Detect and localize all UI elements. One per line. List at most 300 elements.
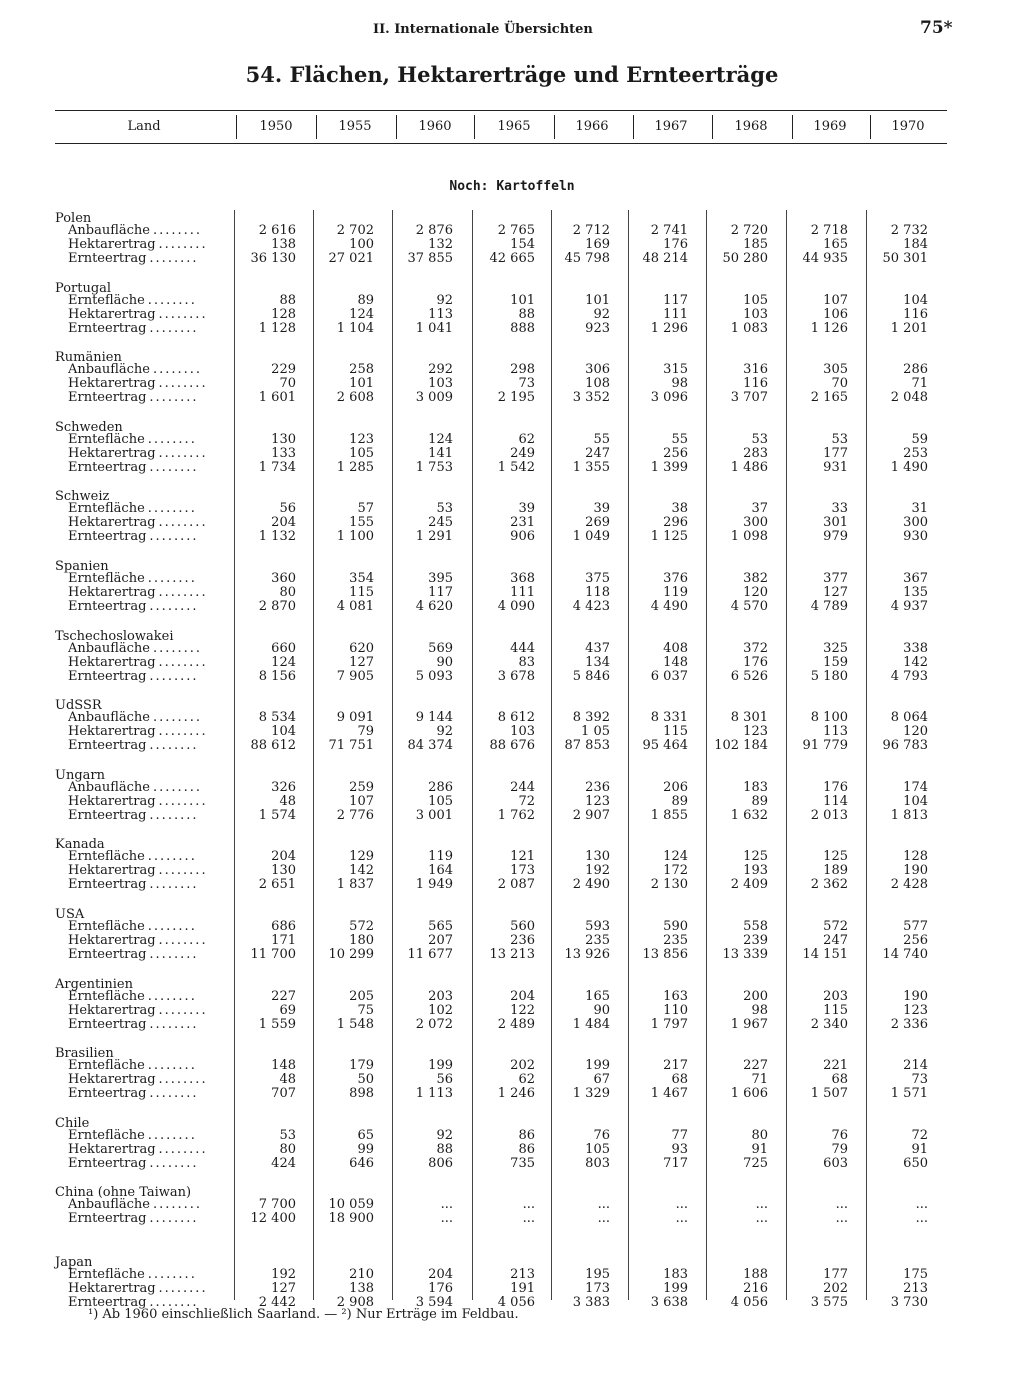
measure-label-text: Hektarertrag <box>68 1282 156 1296</box>
table-cell: 118 <box>585 585 610 600</box>
table-cell: 3 352 <box>572 390 610 406</box>
table-cell: 367 <box>903 571 928 586</box>
measure-label-text: Anbaufläche <box>68 780 150 795</box>
leader-dots: ........ <box>147 1128 197 1143</box>
table-cell: 72 <box>518 793 535 809</box>
table-cell: 376 <box>663 571 688 586</box>
table-cell: 2 870 <box>258 599 296 614</box>
measure-label <box>68 252 216 266</box>
leader-dots: ........ <box>158 307 208 322</box>
table-cell: 2 362 <box>810 877 848 893</box>
country-name: Kanada <box>55 837 105 853</box>
table-row <box>0 391 1024 405</box>
table-cell: 735 <box>510 1155 535 1171</box>
table-cell: 424 <box>271 1155 296 1171</box>
measure-label-text: Ernteertrag <box>68 600 147 614</box>
table-cell: 1 100 <box>336 529 374 545</box>
measure-label <box>68 516 216 530</box>
leader-dots: ........ <box>147 1059 197 1074</box>
table-cell: 202 <box>510 1058 535 1074</box>
measure-label <box>68 809 216 823</box>
table-cell: 125 <box>743 849 768 865</box>
leader-dots: ........ <box>158 1073 208 1088</box>
table-row <box>0 1073 1024 1087</box>
table-row <box>0 781 1024 795</box>
table-cell: 206 <box>663 779 688 795</box>
measure-label-text: Hektarertrag <box>68 516 156 531</box>
table-cell: 50 <box>357 1072 374 1088</box>
measure-label <box>68 934 216 948</box>
table-cell: 37 855 <box>407 251 453 266</box>
table-cell: ... <box>835 1197 848 1213</box>
table-cell: 2 908 <box>336 1295 374 1310</box>
table-cell: 6 037 <box>650 668 688 684</box>
table-cell: ... <box>835 1211 848 1227</box>
page-number: 75* <box>920 18 953 38</box>
table-cell: 305 <box>823 362 848 378</box>
table-row <box>0 1018 1024 1032</box>
leader-dots: ........ <box>152 641 203 656</box>
table-cell: 1 113 <box>415 1086 453 1102</box>
table-cell: ... <box>915 1197 928 1213</box>
table-cell: 124 <box>428 431 453 447</box>
table-cell: 176 <box>743 654 768 670</box>
table-cell: 354 <box>349 571 374 586</box>
table-cell: 4 937 <box>890 599 928 614</box>
column-header-year: 1965 <box>497 119 531 134</box>
table-cell: 68 <box>671 1072 688 1088</box>
country-name: Chile <box>55 1115 90 1131</box>
table-cell: 382 <box>743 571 768 586</box>
table-cell: 123 <box>585 793 610 809</box>
table-cell: 96 783 <box>882 738 928 754</box>
table-cell: 65 <box>357 1127 374 1143</box>
table-cell: 180 <box>349 933 374 948</box>
section-title: II. Internationale Übersichten <box>373 22 593 37</box>
table-cell: 227 <box>271 988 296 1004</box>
leader-dots: ........ <box>158 446 208 461</box>
table-cell: 133 <box>271 445 296 461</box>
table-cell: 4 056 <box>730 1295 768 1310</box>
table-cell: ... <box>675 1211 688 1227</box>
measure-label-text: Hektarertrag <box>68 725 156 740</box>
table-cell: 306 <box>585 362 610 378</box>
column-separator <box>554 115 555 139</box>
table-row <box>0 1143 1024 1157</box>
measure-label <box>68 1282 216 1296</box>
table-cell: ... <box>440 1197 453 1213</box>
column-header-year: 1970 <box>891 119 925 134</box>
table-cell: 53 <box>279 1127 296 1143</box>
measure-label <box>68 948 216 962</box>
country-block <box>0 1186 1024 1248</box>
table-row <box>0 642 1024 656</box>
measure-label <box>68 725 216 739</box>
table-cell: 408 <box>663 640 688 656</box>
table-cell: 2 490 <box>572 877 610 893</box>
table-cell: 142 <box>903 654 928 670</box>
table-cell: 70 <box>831 376 848 392</box>
table-cell: 67 <box>593 1072 610 1088</box>
table-cell: 245 <box>428 515 453 531</box>
leader-dots: ........ <box>149 808 199 823</box>
leader-dots: ........ <box>158 238 208 252</box>
measure-label-text: Ernteertrag <box>68 948 147 962</box>
table-cell: 101 <box>585 292 610 308</box>
column-separator <box>633 115 634 139</box>
measure-label <box>68 224 216 238</box>
table-cell: 1 098 <box>730 529 768 545</box>
leader-dots: ........ <box>149 1296 199 1310</box>
table-cell: 572 <box>349 919 374 934</box>
table-cell: 2 616 <box>258 223 296 238</box>
table-cell: 247 <box>585 445 610 461</box>
measure-label <box>68 1157 216 1171</box>
table-cell: 135 <box>903 585 928 600</box>
table-cell: 199 <box>428 1058 453 1074</box>
leader-dots: ........ <box>149 948 199 962</box>
table-cell: 200 <box>743 988 768 1004</box>
leader-dots: ........ <box>149 739 199 754</box>
table-cell: 258 <box>349 362 374 378</box>
table-cell: 269 <box>585 515 610 531</box>
table-cell: 80 <box>279 1141 296 1157</box>
country-name: Schweiz <box>55 489 110 505</box>
leader-dots: ........ <box>147 989 197 1004</box>
table-cell: 2 718 <box>810 223 848 238</box>
table-cell: 102 184 <box>714 738 768 754</box>
table-cell: 368 <box>510 571 535 586</box>
leader-dots: ........ <box>147 572 197 586</box>
table-cell: 91 <box>911 1141 928 1157</box>
table-row <box>0 572 1024 586</box>
table-row <box>0 850 1024 864</box>
table-cell: 8 156 <box>258 668 296 684</box>
table-cell: 56 <box>279 501 296 517</box>
table-cell: 192 <box>271 1267 296 1282</box>
measure-label-text: Ernteertrag <box>68 321 147 336</box>
table-cell: 300 <box>743 515 768 531</box>
country-name: Rumänien <box>55 350 122 366</box>
table-cell: 130 <box>271 431 296 447</box>
table-row <box>0 252 1024 266</box>
measure-label-text: Hektarertrag <box>68 377 156 392</box>
table-cell: 39 <box>593 501 610 517</box>
table-cell: 207 <box>428 933 453 948</box>
table-cell: 660 <box>271 640 296 656</box>
table-cell: 176 <box>428 1281 453 1296</box>
measure-label <box>68 502 216 516</box>
footnote: ¹) Ab 1960 einschließlich Saarland. — ²) Nur Erträge im Feldbau. <box>88 1307 519 1322</box>
table-cell: 95 464 <box>642 738 688 754</box>
leader-dots: ........ <box>158 1003 208 1018</box>
table-cell: 2 720 <box>730 223 768 238</box>
table-cell: 129 <box>349 849 374 865</box>
table-cell: 128 <box>903 849 928 865</box>
table-cell: 256 <box>663 445 688 461</box>
table-cell: 203 <box>823 988 848 1004</box>
leader-dots: ........ <box>152 711 203 726</box>
table-cell: 231 <box>510 515 535 531</box>
table-cell: 2 048 <box>890 390 928 406</box>
column-separator <box>316 115 317 139</box>
country-name: USA <box>55 907 85 922</box>
table-cell: 55 <box>593 431 610 447</box>
measure-label <box>68 572 216 586</box>
table-cell: 93 <box>671 1141 688 1157</box>
measure-label <box>68 850 216 864</box>
table-row <box>0 1198 1024 1212</box>
table-cell: 76 <box>593 1127 610 1143</box>
table-cell: 62 <box>518 1072 535 1088</box>
leader-dots: ........ <box>152 1198 203 1213</box>
country-block <box>0 630 1024 692</box>
table-cell: 2 732 <box>890 223 928 238</box>
leader-dots: ........ <box>149 391 199 406</box>
table-cell: 2 340 <box>810 1016 848 1032</box>
table-cell: 286 <box>428 779 453 795</box>
page-header <box>0 18 1024 42</box>
table-cell: 2 907 <box>572 807 610 823</box>
table-cell: 53 <box>831 431 848 447</box>
table-cell: 236 <box>510 933 535 948</box>
measure-label-text: Hektarertrag <box>68 1073 156 1088</box>
table-cell: 101 <box>510 292 535 308</box>
table-cell: 91 <box>751 1141 768 1157</box>
table-cell: 1 083 <box>730 320 768 336</box>
table-cell: 127 <box>271 1281 296 1296</box>
table-cell: 725 <box>743 1155 768 1171</box>
measure-label-text: Ernteertrag <box>68 1156 147 1171</box>
table-cell: 83 <box>518 654 535 670</box>
measure-label <box>68 1073 216 1087</box>
measure-label-text: Erntefläche <box>68 850 145 865</box>
measure-label-text: Hektarertrag <box>68 1003 156 1018</box>
table-cell: 165 <box>823 237 848 252</box>
table-cell: 79 <box>831 1141 848 1157</box>
table-cell: 192 <box>585 863 610 879</box>
measure-label-text: Anbaufläche <box>68 711 150 726</box>
table-cell: 155 <box>349 515 374 531</box>
table-cell: 221 <box>823 1058 848 1074</box>
measure-label <box>68 600 216 614</box>
table-cell: 1 548 <box>336 1016 374 1032</box>
measure-label-text: Erntefläche <box>68 989 145 1004</box>
leader-dots: ........ <box>147 293 197 308</box>
table-cell: 107 <box>823 292 848 308</box>
table-cell: 113 <box>823 724 848 740</box>
table-cell: 8 064 <box>890 710 928 726</box>
column-header-land: Land <box>127 119 161 134</box>
column-separator <box>870 115 871 139</box>
table-cell: 117 <box>428 585 453 600</box>
table-cell: 204 <box>271 515 296 531</box>
country-block <box>0 978 1024 1040</box>
table-cell: 8 392 <box>572 710 610 726</box>
table-cell: 75 <box>357 1002 374 1018</box>
table-cell: 42 665 <box>489 251 535 266</box>
table-cell: 142 <box>349 863 374 879</box>
table-cell: 2 876 <box>415 223 453 238</box>
table-cell: 1 132 <box>258 529 296 545</box>
table-cell: 1 797 <box>650 1016 688 1032</box>
table-row <box>0 934 1024 948</box>
table-cell: 89 <box>357 292 374 308</box>
measure-label-text: Erntefläche <box>68 1128 145 1143</box>
table-cell: 8 301 <box>730 710 768 726</box>
measure-label-text: Ernteertrag <box>68 669 147 684</box>
table-cell: 923 <box>585 320 610 336</box>
measure-label <box>68 308 216 322</box>
country-name: Tschechoslowakei <box>55 628 174 644</box>
table-cell: 53 <box>751 431 768 447</box>
table-cell: 48 <box>279 793 296 809</box>
table-cell: 71 <box>911 376 928 392</box>
table-cell: 3 678 <box>497 668 535 684</box>
table-cell: 338 <box>903 640 928 656</box>
measure-label-text: Ernteertrag <box>68 1296 147 1310</box>
table-cell: 120 <box>743 585 768 600</box>
table-cell: 7 905 <box>336 668 374 684</box>
table-cell: ... <box>597 1211 610 1227</box>
table-cell: 59 <box>911 431 928 447</box>
table-cell: 1 201 <box>890 320 928 336</box>
table-cell: 4 081 <box>336 599 374 614</box>
table-cell: 106 <box>823 306 848 322</box>
table-cell: 128 <box>271 306 296 322</box>
table-row <box>0 600 1024 614</box>
table-cell: 84 374 <box>407 738 453 754</box>
table-cell: 176 <box>663 237 688 252</box>
table-cell: 184 <box>903 237 928 252</box>
table-row <box>0 990 1024 1004</box>
leader-dots: ........ <box>152 780 203 795</box>
table-cell: 1 606 <box>730 1086 768 1102</box>
table-cell: 62 <box>518 431 535 447</box>
measure-label-text: Anbaufläche <box>68 1198 150 1213</box>
table-cell: 199 <box>585 1058 610 1074</box>
table-cell: 125 <box>823 849 848 865</box>
table-cell: 116 <box>743 376 768 392</box>
table-cell: 73 <box>518 376 535 392</box>
table-cell: 1 559 <box>258 1016 296 1032</box>
table-row <box>0 363 1024 377</box>
table-row <box>0 795 1024 809</box>
table-cell: 27 021 <box>328 251 374 266</box>
table-cell: 10 059 <box>328 1197 374 1213</box>
table-cell: 13 926 <box>564 947 610 962</box>
table-cell: 2 608 <box>336 390 374 406</box>
measure-label <box>68 1004 216 1018</box>
table-cell: 89 <box>751 793 768 809</box>
table-cell: 569 <box>428 640 453 656</box>
table-cell: 2 087 <box>497 877 535 893</box>
leader-dots: ........ <box>158 1142 208 1157</box>
leader-dots: ........ <box>158 516 208 531</box>
column-separator <box>474 115 475 139</box>
table-cell: 127 <box>823 585 848 600</box>
table-row <box>0 878 1024 892</box>
country-block <box>0 1047 1024 1109</box>
table-cell: 57 <box>357 501 374 517</box>
measure-label <box>68 294 216 308</box>
table-cell: 1 104 <box>336 320 374 336</box>
table-cell: 3 096 <box>650 390 688 406</box>
table-cell: 3 001 <box>415 807 453 823</box>
measure-label-text: Hektarertrag <box>68 586 156 600</box>
table-cell: 190 <box>903 863 928 879</box>
table-cell: 806 <box>428 1155 453 1171</box>
table-cell: 70 <box>279 376 296 392</box>
table-cell: 235 <box>663 933 688 948</box>
column-separator <box>712 115 713 139</box>
table-cell: 202 <box>823 1281 848 1296</box>
table-cell: 3 707 <box>730 390 768 406</box>
leader-dots: ........ <box>149 460 199 475</box>
measure-label-text: Erntefläche <box>68 572 145 586</box>
measure-label <box>68 642 216 656</box>
table-cell: 39 <box>518 501 535 517</box>
table-cell: 103 <box>510 724 535 740</box>
table-cell: 9 091 <box>336 710 374 726</box>
table-cell: 103 <box>428 376 453 392</box>
table-row <box>0 1129 1024 1143</box>
table-cell: 123 <box>903 1002 928 1018</box>
country-name: Brasilien <box>55 1046 114 1062</box>
measure-label <box>68 1059 216 1073</box>
table-cell: 325 <box>823 640 848 656</box>
table-subtitle: Noch: Kartoffeln <box>449 179 575 194</box>
table-cell: 193 <box>743 863 768 879</box>
table-cell: 171 <box>271 933 296 948</box>
table-cell: 1 967 <box>730 1016 768 1032</box>
measure-label-text: Ernteertrag <box>68 1212 147 1227</box>
country-name: Argentinien <box>55 976 133 992</box>
leader-dots: ........ <box>149 1017 199 1032</box>
table-cell: 124 <box>663 849 688 865</box>
table-cell: 88 612 <box>250 738 296 754</box>
table-cell: 3 575 <box>810 1295 848 1310</box>
table-cell: 931 <box>823 459 848 475</box>
table-cell: 292 <box>428 362 453 378</box>
table-cell: 174 <box>903 779 928 795</box>
measure-label <box>68 461 216 475</box>
table-cell: 124 <box>271 654 296 670</box>
table-cell: 249 <box>510 445 535 461</box>
table-cell: 154 <box>510 237 535 252</box>
table-cell: 1 246 <box>497 1086 535 1102</box>
measure-label <box>68 878 216 892</box>
table-cell: 6 526 <box>730 668 768 684</box>
table-cell: 2 409 <box>730 877 768 893</box>
table-cell: 4 490 <box>650 599 688 614</box>
table-cell: 12 400 <box>250 1211 296 1227</box>
measure-label-text: Ernteertrag <box>68 391 147 406</box>
table-cell: 2 765 <box>497 223 535 238</box>
table-cell: 296 <box>663 515 688 531</box>
table-cell: 141 <box>428 445 453 461</box>
table-cell: 315 <box>663 362 688 378</box>
table-cell: 898 <box>349 1086 374 1102</box>
table-cell: 44 935 <box>802 251 848 266</box>
table-cell: 138 <box>271 237 296 252</box>
leader-dots: ........ <box>149 1212 199 1227</box>
country-block <box>0 699 1024 761</box>
measure-label <box>68 990 216 1004</box>
table-cell: 117 <box>663 292 688 308</box>
table-cell: 105 <box>585 1141 610 1157</box>
measure-label <box>68 1198 216 1212</box>
